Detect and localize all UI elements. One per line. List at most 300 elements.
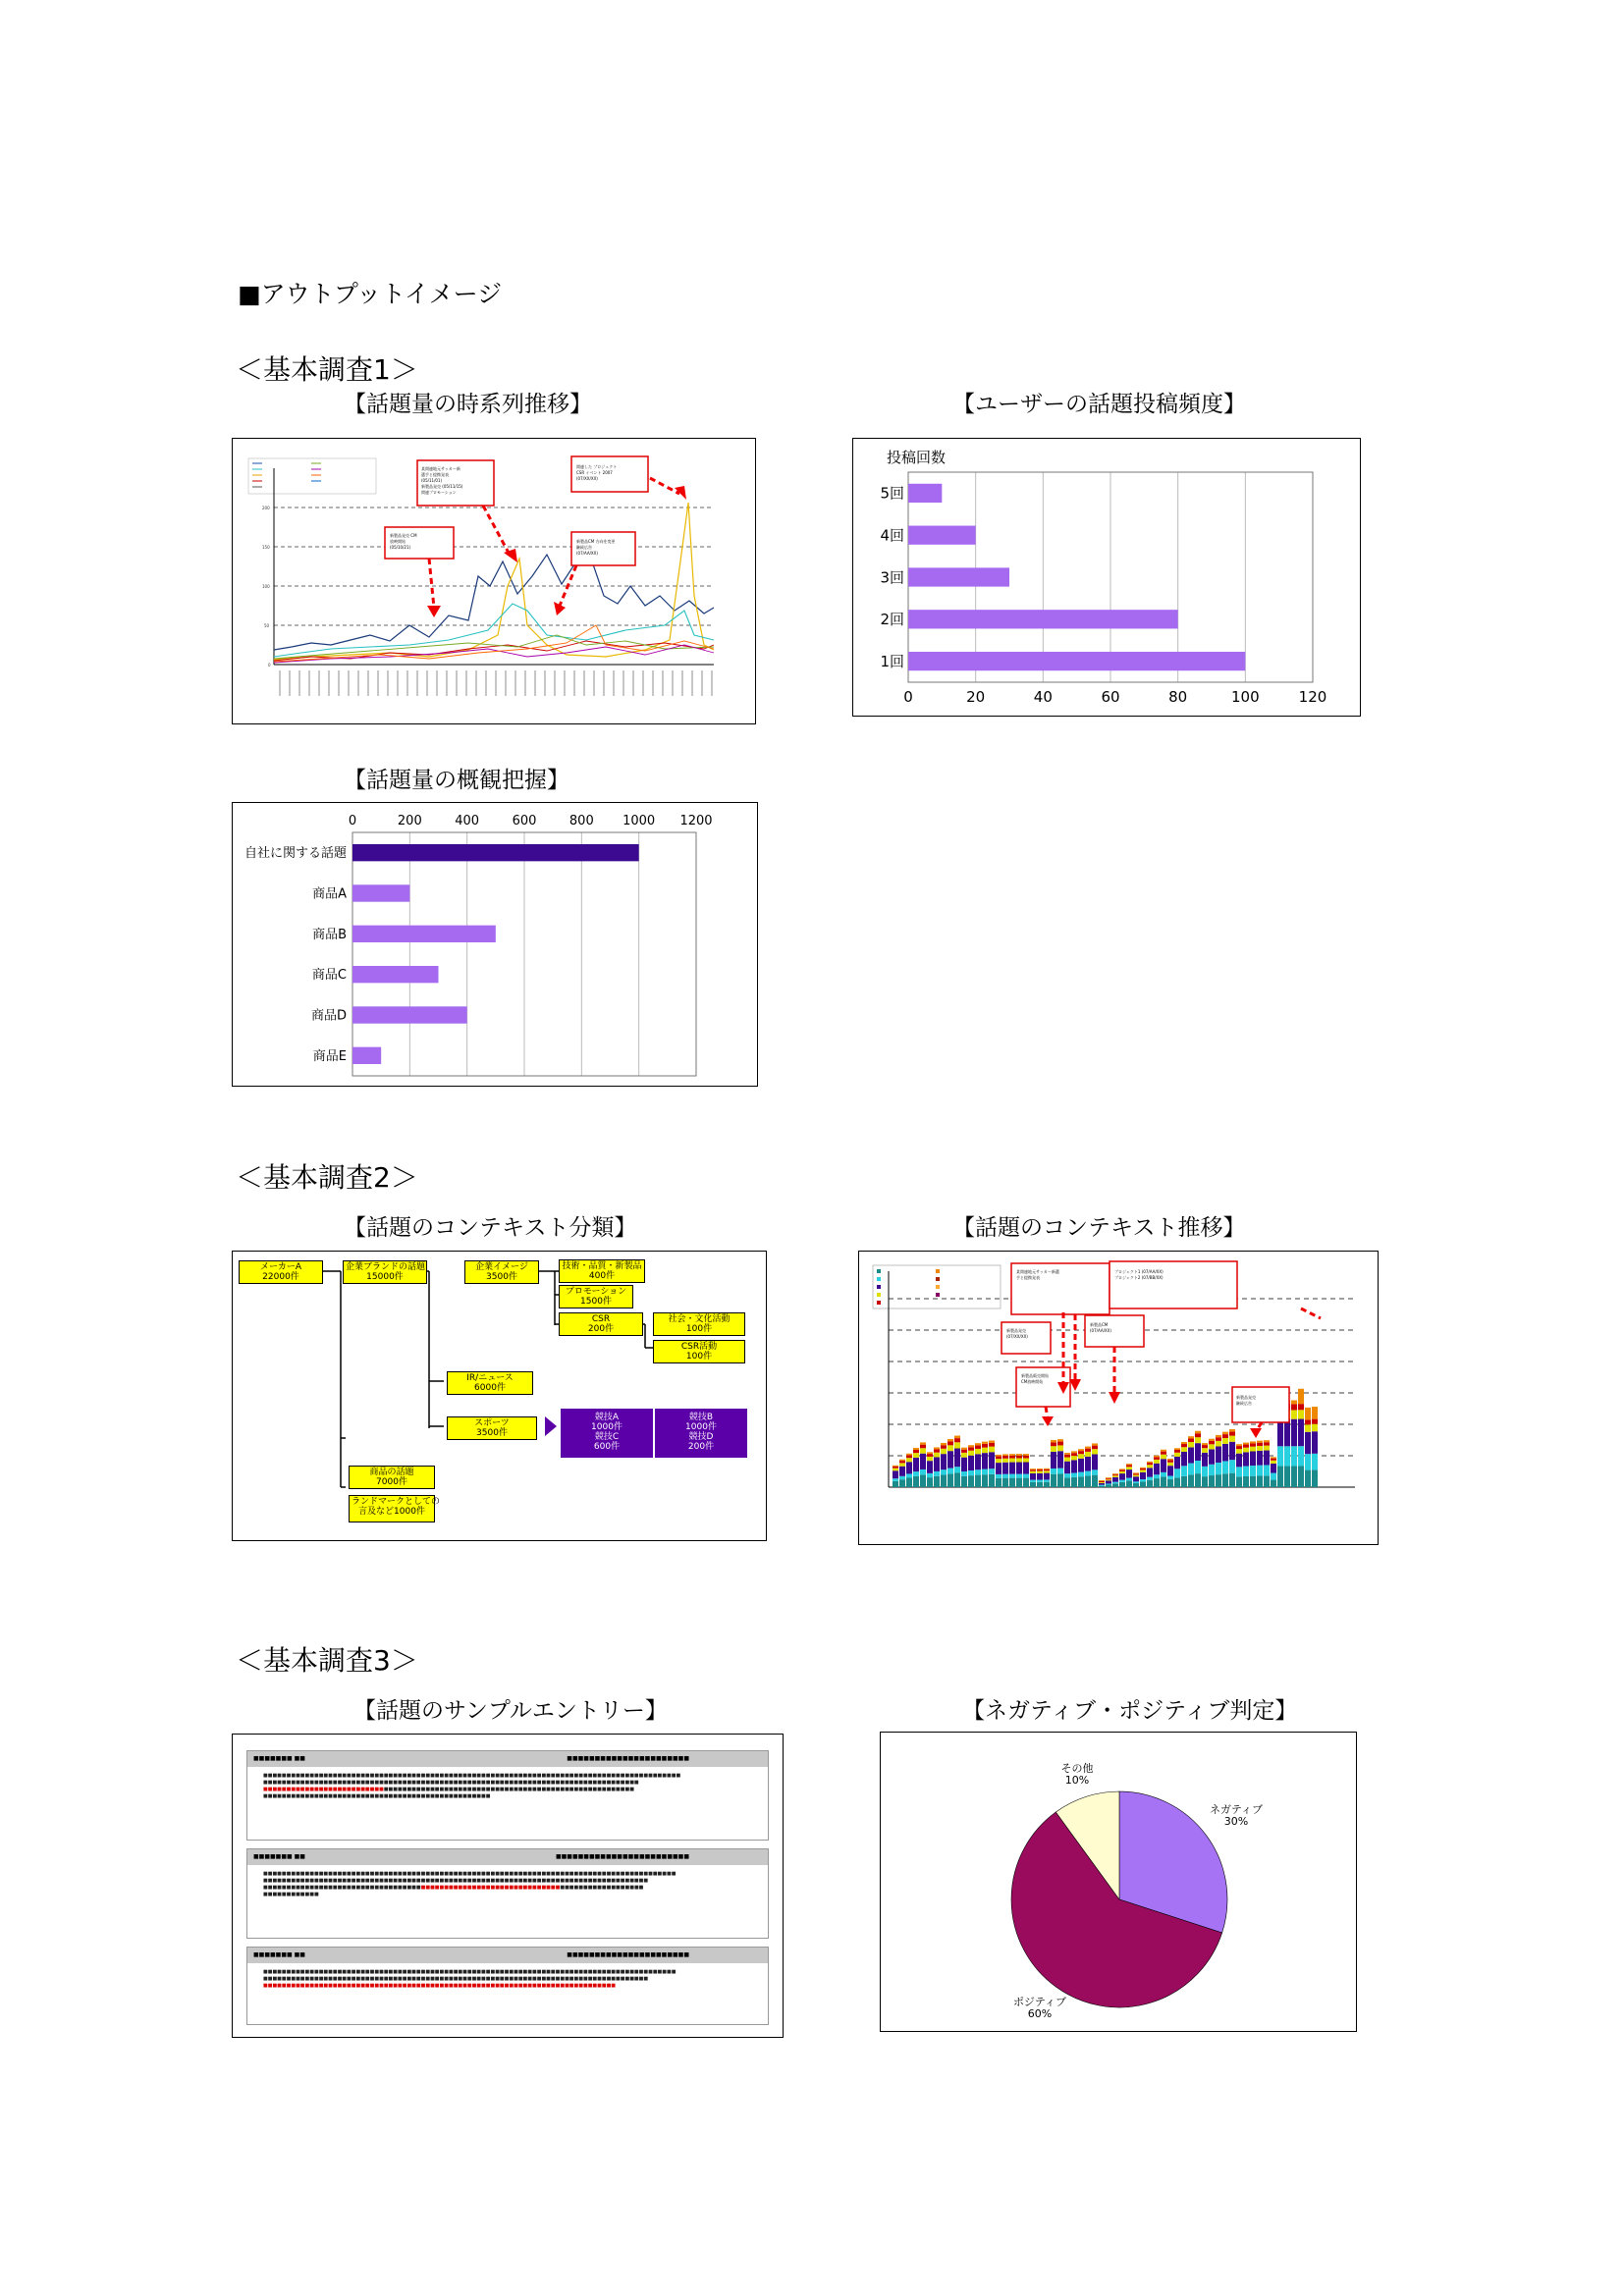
stack-segment: [1284, 1467, 1290, 1487]
stack-segment: [1222, 1432, 1228, 1434]
bar: [352, 1006, 467, 1023]
stack-segment: [1188, 1464, 1194, 1475]
stack-segment: [1305, 1454, 1311, 1469]
tree-csr-act: CSR活動 100件: [653, 1340, 745, 1363]
stack-segment: [899, 1460, 905, 1461]
stack-segment: [1078, 1476, 1084, 1487]
svg-text:某関連地元サッカー新選: 某関連地元サッカー新選: [1016, 1269, 1059, 1274]
stack-segment: [1229, 1432, 1235, 1436]
stack-segment: [913, 1453, 919, 1458]
tree-promo: プロモーション 1500件: [559, 1285, 633, 1308]
x-tick-label: 800: [568, 814, 594, 828]
stack-segment: [1209, 1444, 1215, 1449]
stack-segment: [913, 1471, 919, 1476]
svg-text:200: 200: [262, 506, 270, 510]
sample-entry: ■■■■■■■ ■■ ■■■■■■■■■■■■■■■■■■■■■■■■ ■■■■■■■■■■■■■■■■■■■■■■■■■■■■■■■■■■■■■■■■■■■■■■■■■■■■■■■■■■■■■■■■■■■■■■■■■■■■■■■■■■■■■■■■■ ■■■■■■■■■■■■■■■■■■■■■■■■■■■■■■■■■■■■■■■■■■■■■■■■■■■■■■■■■■■■■■■■■■■■■■■■■■■■■■■■■■■ ■■■■■■■■■■■■■■■■■■■■■■■■■■■■■■■■■■■■■■■■■■■■■■■■■■■■■■■■■■■■■■■■■■■■■■■■■■■■■■■■■■ ■■■■■■■■■■■■: [246, 1848, 769, 1939]
stack-segment: [1257, 1451, 1263, 1466]
pie-label: その他: [1060, 1762, 1094, 1775]
stack-segment: [1174, 1468, 1180, 1477]
x-tick-label: 60: [1101, 688, 1120, 706]
stack-segment: [1051, 1474, 1056, 1487]
stack-segment: [1222, 1473, 1228, 1487]
stack-segment: [1243, 1445, 1249, 1448]
stack-segment: [906, 1478, 912, 1487]
stack-segment: [906, 1454, 912, 1456]
tree-group-b: 競技B 1000件 競技D 200件: [655, 1409, 747, 1458]
stack-segment: [1051, 1446, 1056, 1452]
stack-segment: [1161, 1459, 1166, 1472]
stack-segment: [1092, 1475, 1098, 1487]
bar: [908, 567, 1009, 586]
stack-segment: [1140, 1468, 1146, 1470]
stack-segment: [1147, 1468, 1153, 1476]
stack-segment: [1030, 1482, 1036, 1487]
stack-segment: [1167, 1463, 1173, 1466]
stack-segment: [893, 1468, 898, 1471]
stack-segment: [1291, 1404, 1297, 1410]
stack-segment: [1133, 1483, 1139, 1487]
stack-segment: [1167, 1460, 1173, 1462]
svg-text:継続広告: 継続広告: [1236, 1401, 1252, 1406]
stack-segment: [975, 1445, 981, 1449]
stack-segment: [1154, 1456, 1160, 1458]
stack-segment: [1023, 1454, 1029, 1456]
svg-text:関連プロモーション: 関連プロモーション: [421, 490, 457, 495]
stack-segment: [1147, 1463, 1153, 1465]
stack-segment: [996, 1455, 1001, 1457]
stack-segment: [906, 1455, 912, 1458]
stack-segment: [961, 1450, 967, 1453]
stack-segment: [1222, 1461, 1228, 1473]
stack-segment: [927, 1457, 933, 1461]
stack-segment: [1071, 1451, 1077, 1453]
x-tick-label: 0: [903, 688, 913, 706]
stack-segment: [1126, 1469, 1132, 1477]
bar: [352, 966, 439, 983]
stack-segment: [1057, 1445, 1063, 1451]
stack-segment: [1140, 1479, 1146, 1481]
stack-segment: [961, 1453, 967, 1458]
stack-segment: [1064, 1473, 1070, 1477]
stack-segment: [1092, 1449, 1098, 1454]
stack-segment: [1126, 1465, 1132, 1467]
stack-segment: [899, 1467, 905, 1476]
svg-text:某関連地元サッカー新: 某関連地元サッカー新: [421, 466, 460, 471]
stack-segment: [1243, 1448, 1249, 1453]
topic-overview-chart: [232, 802, 758, 1087]
bar: [908, 652, 1245, 670]
stack-segment: [1112, 1482, 1118, 1484]
x-tick-label: 40: [1033, 688, 1053, 706]
stack-segment: [1106, 1483, 1111, 1484]
stack-segment: [927, 1473, 933, 1477]
stack-segment: [1216, 1435, 1221, 1437]
svg-text:プロジェクト2 (07/BB/XX): プロジェクト2 (07/BB/XX): [1114, 1275, 1164, 1280]
stack-segment: [1085, 1471, 1091, 1476]
stack-segment: [1064, 1458, 1070, 1462]
stack-segment: [1078, 1454, 1084, 1459]
stack-segment: [1064, 1453, 1070, 1455]
stack-segment: [1016, 1456, 1022, 1459]
stack-segment: [1126, 1480, 1132, 1487]
stack-segment: [1195, 1431, 1201, 1433]
stack-segment: [893, 1481, 898, 1487]
svg-text:(07/XX/XX): (07/XX/XX): [1006, 1334, 1028, 1339]
stack-segment: [1154, 1457, 1160, 1460]
svg-text:新製品販売開始: 新製品販売開始: [1021, 1373, 1049, 1378]
stack-segment: [1181, 1452, 1187, 1466]
context-tree: [232, 1251, 767, 1541]
stack-segment: [1312, 1469, 1318, 1487]
stack-segment: [1284, 1446, 1290, 1466]
stack-segment: [1167, 1476, 1173, 1479]
stack-segment: [941, 1475, 947, 1487]
stack-segment: [975, 1454, 981, 1469]
stack-segment: [1250, 1452, 1256, 1467]
tree-landmark: ランドマークとしての 言及など1000件: [349, 1495, 435, 1522]
stack-segment: [947, 1451, 953, 1468]
stack-segment: [1202, 1448, 1208, 1453]
stack-segment: [1085, 1447, 1091, 1449]
stack-segment: [1099, 1482, 1105, 1483]
stack-segment: [1085, 1452, 1091, 1457]
stack-segment: [913, 1450, 919, 1453]
stack-segment: [1216, 1463, 1221, 1474]
stack-segment: [1037, 1469, 1043, 1470]
stack-segment: [1312, 1431, 1318, 1454]
stack-segment: [1250, 1466, 1256, 1476]
stack-segment: [934, 1453, 940, 1458]
stack-segment: [1209, 1465, 1215, 1475]
stack-segment: [1188, 1474, 1194, 1487]
stack-segment: [1023, 1458, 1029, 1462]
stack-segment: [947, 1468, 953, 1474]
chart-title: 投稿回数: [887, 449, 947, 466]
sample-entry: ■■■■■■■ ■■ ■■■■■■■■■■■■■■■■■■■■■■ ■■■■■■■■■■■■■■■■■■■■■■■■■■■■■■■■■■■■■■■■■■■■■■■■■■■■■■■■■■■■■■■■■■■■■■■■■■■■■■■■■■■■■■■■■■ ■■■■■■■■■■■■■■■■■■■■■■■■■■■■■■■■■■■■■■■■■■■■■■■■■■■■■■■■■■■■■■■■■■■■■■■■■■■■■■■■■ ■■■■■■■■■■■■■■■■■■■■■■■■■■■■■■■■■■■■■■■■■■■■■■■■■■■■■■■■■■■■■■■■■■■■■■■■■■■■■■■■ ■■■■■■■■■■■■■■■■■■■■■■■■■■■■■■■■■■■■■■■■■■■■■■■■■: [246, 1750, 769, 1841]
stack-segment: [1030, 1473, 1036, 1480]
stack-segment: [1085, 1476, 1091, 1487]
stack-segment: [1057, 1442, 1063, 1446]
caption-frequency: 【ユーザーの話題投稿頻度】: [952, 392, 1246, 417]
stack-segment: [975, 1443, 981, 1445]
stack-segment: [1161, 1455, 1166, 1460]
category-label: 商品E: [312, 1048, 347, 1064]
stack-segment: [1264, 1475, 1270, 1487]
stack-segment: [1222, 1438, 1228, 1444]
stack-segment: [1078, 1459, 1084, 1472]
stack-segment: [1271, 1459, 1276, 1461]
stack-segment: [1222, 1434, 1228, 1438]
stack-segment: [1085, 1457, 1091, 1471]
category-label: 自社に関する話題: [244, 846, 347, 862]
stack-segment: [906, 1473, 912, 1477]
stack-segment: [1257, 1443, 1263, 1446]
tree-maker: メーカーA 22000件: [239, 1260, 323, 1284]
stack-segment: [1071, 1460, 1077, 1472]
stack-segment: [1195, 1461, 1201, 1473]
stack-segment: [1174, 1448, 1180, 1450]
stack-segment: [1277, 1467, 1283, 1487]
stack-segment: [1229, 1460, 1235, 1472]
stack-segment: [1119, 1471, 1125, 1473]
stack-segment: [1009, 1456, 1015, 1459]
stack-segment: [1243, 1443, 1249, 1445]
stack-segment: [920, 1448, 926, 1453]
tree-sports: スポーツ 3500件: [447, 1416, 537, 1440]
stack-segment: [982, 1442, 988, 1444]
category-label: 3回: [880, 568, 904, 587]
stack-segment: [968, 1447, 974, 1450]
stack-segment: [1044, 1479, 1050, 1481]
stack-segment: [989, 1452, 995, 1468]
stack-segment: [1112, 1475, 1118, 1477]
stack-segment: [1236, 1454, 1242, 1468]
stack-segment: [1298, 1466, 1304, 1487]
stack-segment: [941, 1454, 947, 1469]
svg-text:継続広告: 継続広告: [576, 545, 592, 550]
stack-segment: [1291, 1419, 1297, 1447]
stack-segment: [927, 1461, 933, 1473]
stack-segment: [1291, 1467, 1297, 1487]
context-transition-chart: [858, 1251, 1379, 1545]
stack-segment: [968, 1475, 974, 1487]
svg-text:手と提携発表: 手と提携発表: [1016, 1275, 1040, 1280]
stack-segment: [1161, 1472, 1166, 1477]
bar: [908, 484, 942, 503]
stack-segment: [1312, 1424, 1318, 1432]
stack-segment: [1264, 1451, 1270, 1466]
stack-segment: [893, 1466, 898, 1467]
stack-segment: [1181, 1444, 1187, 1447]
stack-segment: [1112, 1477, 1118, 1482]
stack-segment: [1009, 1459, 1015, 1463]
stack-segment: [934, 1476, 940, 1487]
stack-segment: [989, 1441, 995, 1443]
stack-segment: [1257, 1446, 1263, 1451]
stack-segment: [1092, 1443, 1098, 1445]
stack-segment: [1030, 1471, 1036, 1473]
svg-text:(05/11/01): (05/11/01): [421, 478, 443, 483]
stack-segment: [1298, 1404, 1304, 1410]
svg-text:関連した プロジェクト: 関連した プロジェクト: [576, 464, 618, 469]
stack-segment: [1271, 1464, 1276, 1473]
stack-segment: [1250, 1476, 1256, 1487]
stack-segment: [941, 1443, 947, 1445]
stack-segment: [1119, 1469, 1125, 1470]
stack-segment: [1037, 1480, 1043, 1482]
page-heading: ■アウトプットイメージ: [238, 280, 503, 308]
x-tick-label: 600: [512, 814, 537, 828]
stack-segment: [920, 1445, 926, 1449]
stack-segment: [1284, 1419, 1290, 1447]
pie-pct-label: 60%: [1027, 2007, 1053, 2020]
stack-segment: [1071, 1453, 1077, 1456]
stack-segment: [1057, 1473, 1063, 1487]
stack-segment: [1243, 1476, 1249, 1487]
stack-segment: [1174, 1457, 1180, 1468]
np-pie-chart: [880, 1732, 1357, 2032]
stack-segment: [1312, 1454, 1318, 1470]
stack-segment: [1051, 1442, 1056, 1446]
stack-segment: [1044, 1473, 1050, 1480]
stack-segment: [1016, 1454, 1022, 1456]
tree-company-brand: 企業ブランドの話題 15000件: [343, 1260, 427, 1284]
stack-segment: [961, 1471, 967, 1476]
stack-segment: [1106, 1478, 1111, 1479]
stack-segment: [975, 1449, 981, 1454]
stack-segment: [954, 1438, 960, 1442]
bar: [908, 610, 1178, 628]
stack-segment: [1188, 1447, 1194, 1463]
stack-segment: [1167, 1479, 1173, 1487]
stack-segment: [1257, 1441, 1263, 1443]
x-tick-label: 80: [1168, 688, 1188, 706]
stack-segment: [1119, 1468, 1125, 1469]
stack-segment: [1271, 1461, 1276, 1464]
stack-segment: [1147, 1480, 1153, 1487]
stack-segment: [893, 1478, 898, 1481]
stack-segment: [1291, 1401, 1297, 1405]
stack-segment: [913, 1476, 919, 1487]
stack-segment: [1037, 1482, 1043, 1487]
pie-pct-label: 30%: [1223, 1815, 1249, 1828]
bar: [352, 884, 409, 901]
stack-segment: [1188, 1436, 1194, 1438]
x-tick-label: 200: [397, 814, 422, 828]
stack-segment: [1106, 1480, 1111, 1483]
stack-segment: [1147, 1465, 1153, 1468]
stack-segment: [1271, 1473, 1276, 1480]
stack-segment: [1030, 1468, 1036, 1469]
x-tick-label: 100: [1231, 688, 1260, 706]
stack-segment: [1305, 1408, 1311, 1419]
stack-segment: [1002, 1474, 1008, 1478]
stack-segment: [1257, 1466, 1263, 1476]
stack-segment: [913, 1458, 919, 1471]
svg-text:放映開始: 放映開始: [390, 539, 406, 544]
stack-segment: [1202, 1445, 1208, 1448]
stack-segment: [906, 1458, 912, 1462]
stack-segment: [1291, 1410, 1297, 1418]
category-label: 商品D: [310, 1008, 347, 1024]
stack-segment: [1051, 1452, 1056, 1468]
stack-segment: [1298, 1446, 1304, 1466]
stack-segment: [1305, 1470, 1311, 1487]
stack-segment: [934, 1447, 940, 1449]
stack-segment: [1051, 1468, 1056, 1474]
stack-segment: [1044, 1482, 1050, 1487]
stack-segment: [982, 1444, 988, 1448]
stack-segment: [1154, 1474, 1160, 1478]
stack-segment: [1016, 1478, 1022, 1487]
stack-segment: [1298, 1389, 1304, 1404]
pie-label: ネガティブ: [1209, 1803, 1264, 1816]
stack-segment: [1140, 1472, 1146, 1479]
stack-segment: [954, 1436, 960, 1439]
stack-segment: [996, 1474, 1001, 1478]
section3-title: ＜基本調査3＞: [236, 1644, 418, 1677]
stack-segment: [954, 1467, 960, 1472]
stack-segment: [1181, 1466, 1187, 1476]
svg-text:CSR イベント 2007: CSR イベント 2007: [576, 470, 613, 475]
stack-segment: [934, 1457, 940, 1470]
stack-segment: [1140, 1481, 1146, 1487]
stack-segment: [899, 1461, 905, 1463]
stack-segment: [1037, 1468, 1043, 1469]
stack-segment: [927, 1454, 933, 1457]
svg-text:(07/AA/XX): (07/AA/XX): [1090, 1328, 1111, 1333]
stack-segment: [899, 1463, 905, 1466]
x-tick-label: 0: [348, 814, 357, 828]
svg-text:新製品発売 (05/11/15): 新製品発売 (05/11/15): [421, 484, 463, 489]
stack-segment: [1002, 1463, 1008, 1474]
stack-segment: [1271, 1457, 1276, 1458]
timeseries-legend: [248, 458, 376, 494]
stack-segment: [1264, 1465, 1270, 1475]
stack-segment: [1216, 1474, 1221, 1487]
stack-segment: [1009, 1454, 1015, 1456]
stack-segment: [920, 1474, 926, 1487]
tree-social: 社会・文化活動 100件: [653, 1312, 745, 1336]
stack-segment: [982, 1453, 988, 1469]
svg-text:(05/10/21): (05/10/21): [390, 545, 411, 550]
stack-segment: [1264, 1446, 1270, 1451]
stack-segment: [1195, 1433, 1201, 1437]
stack-segment: [1002, 1454, 1008, 1456]
stack-segment: [899, 1479, 905, 1487]
stack-segment: [1009, 1463, 1015, 1474]
stack-segment: [947, 1439, 953, 1441]
stack-segment: [1161, 1452, 1166, 1455]
stack-segment: [1305, 1424, 1311, 1431]
stack-segment: [1078, 1472, 1084, 1477]
stack-segment: [1154, 1464, 1160, 1474]
category-label: 1回: [880, 652, 904, 670]
tree-csr: CSR 200件: [559, 1312, 643, 1336]
x-tick-label: 1200: [679, 814, 713, 828]
stack-segment: [954, 1472, 960, 1487]
svg-text:新製品CM 方向を変更: 新製品CM 方向を変更: [576, 539, 616, 544]
stack-segment: [1312, 1419, 1318, 1424]
stack-segment: [1202, 1443, 1208, 1445]
stack-segment: [1181, 1442, 1187, 1444]
svg-text:新製品発売: 新製品発売: [1006, 1328, 1026, 1333]
stack-segment: [1112, 1473, 1118, 1474]
tree-corp-image: 企業イメージ 3500件: [464, 1260, 539, 1284]
x-tick-label: 120: [1298, 688, 1327, 706]
stack-segment: [1078, 1449, 1084, 1451]
stack-segment: [947, 1441, 953, 1445]
stack-segment: [989, 1447, 995, 1453]
stack-segment: [1112, 1483, 1118, 1487]
stack-segment: [982, 1474, 988, 1487]
stack-segment: [1236, 1444, 1242, 1446]
stack-segment: [1188, 1442, 1194, 1447]
stack-segment: [1112, 1474, 1118, 1475]
stack-segment: [989, 1443, 995, 1447]
stack-segment: [1071, 1477, 1077, 1487]
bar: [352, 844, 639, 861]
stack-segment: [1030, 1480, 1036, 1482]
stack-segment: [982, 1469, 988, 1475]
stack-segment: [1147, 1477, 1153, 1480]
svg-text:新製品発売: 新製品発売: [1236, 1395, 1256, 1400]
svg-text:(07/AA/XX): (07/AA/XX): [576, 551, 598, 556]
svg-text:プロジェクト1 (07/AA/XX): プロジェクト1 (07/AA/XX): [1114, 1269, 1164, 1274]
stack-segment: [1016, 1474, 1022, 1478]
stack-segment: [1195, 1443, 1201, 1461]
stack-segment: [996, 1478, 1001, 1487]
